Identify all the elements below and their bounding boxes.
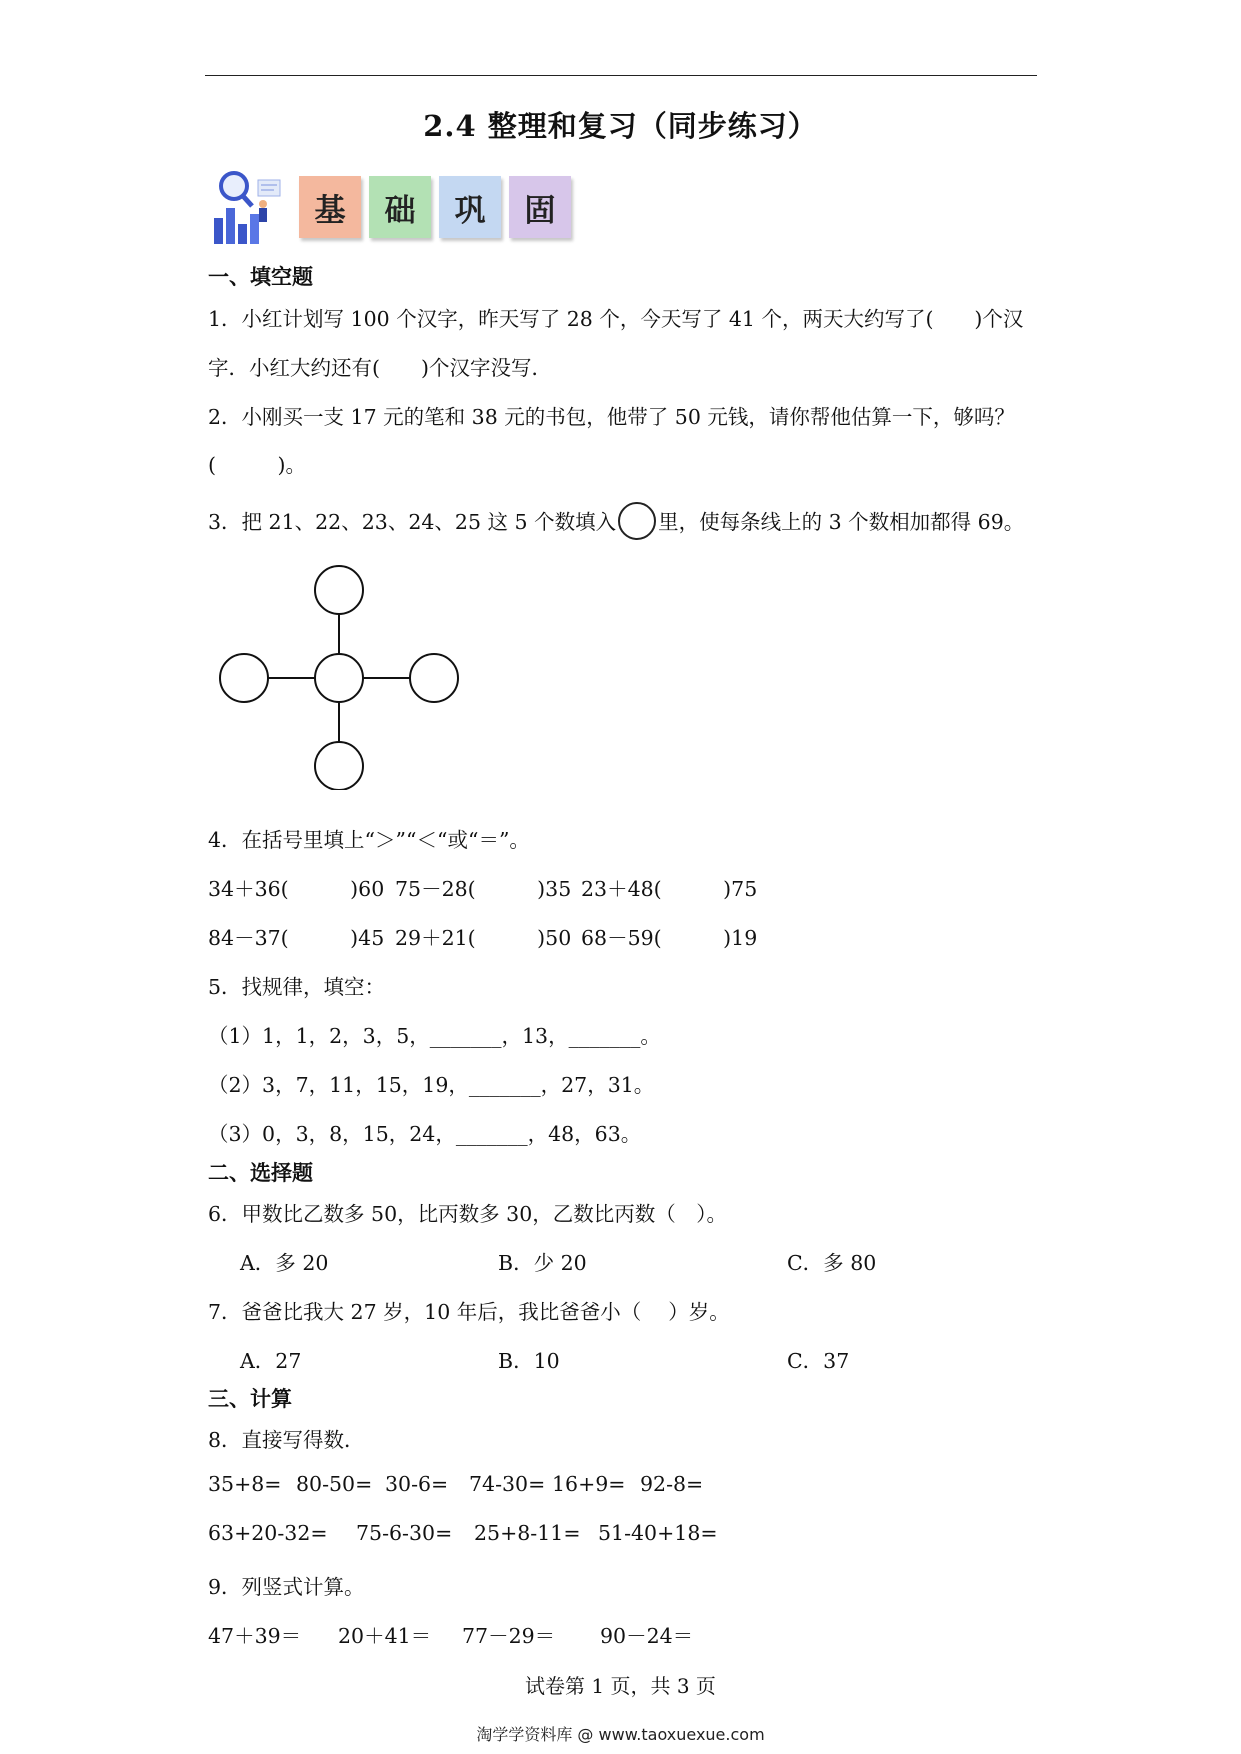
question-6-option-c: C．多 80 — [787, 1251, 877, 1275]
question-7-prompt: 7．爸爸比我大 27 岁，10 年后，我比爸爸小（ ）岁。 — [208, 1300, 730, 1324]
question-6-option-b: B．少 20 — [498, 1251, 587, 1275]
question-4-item: 68－59( )19 — [581, 926, 758, 950]
watermark: 淘学学资料库 @ www.taoxuexue.com — [476, 1725, 765, 1744]
question-2-line-1: 2．小刚买一支 17 元的笔和 38 元的书包，他带了 50 元钱，请你帮他估算一下，够吗？ — [208, 405, 1015, 429]
section-heading-calc: 三、计算 — [208, 1386, 292, 1411]
diagram-circle-bottom — [315, 742, 363, 790]
top-rule — [205, 75, 1037, 76]
question-8-item: 35+8= — [208, 1472, 282, 1496]
question-4-item: 23＋48( )75 — [581, 877, 758, 901]
question-8-item: 51-40+18= — [598, 1521, 718, 1545]
question-5-prompt: 5．找规律，填空： — [208, 975, 386, 999]
question-1-line-2: 字．小红大约还有( )个汉字没写． — [208, 356, 552, 380]
banner-tile-gong: 巩 — [439, 176, 501, 238]
question-5-part-2: （2）3，7，11，15，19，_______，27，31。 — [208, 1073, 655, 1097]
diagram-circle-right — [410, 654, 458, 702]
cross-circle-diagram — [212, 560, 472, 790]
question-4-prompt: 4．在括号里填上“＞”“＜“或“＝”。 — [208, 828, 530, 852]
question-1-line-1: 1．小红计划写 100 个汉字，昨天写了 28 个，今天写了 41 个，两天大约写了( )个汉 — [208, 307, 1024, 331]
magnifier-chart-icon — [208, 168, 288, 248]
question-8-item: 92-8= — [640, 1472, 704, 1496]
question-6-prompt: 6．甲数比乙数多 50，比丙数多 30，乙数比丙数（ ）。 — [208, 1202, 727, 1226]
question-5-part-1: （1）1，1，2，3，5，_______，13，_______。 — [208, 1024, 661, 1048]
banner-tile-gu: 固 — [509, 176, 571, 238]
question-9-item: 20＋41＝ — [338, 1624, 432, 1648]
question-7-option-a: A．27 — [240, 1349, 302, 1373]
question-4-item: 34＋36( )60 — [208, 877, 385, 901]
question-2-line-2: ( )。 — [208, 453, 306, 477]
question-8-item: 74-30= — [469, 1472, 546, 1496]
question-7-option-c: C．37 — [787, 1349, 850, 1373]
banner-tile-chu: 础 — [369, 176, 431, 238]
question-9-item: 47＋39＝ — [208, 1624, 302, 1648]
question-8-item: 16+9= — [552, 1472, 626, 1496]
question-3-text-after: 里，使每条线上的 3 个数相加都得 69。 — [658, 510, 1025, 534]
page-footer: 试卷第 1 页，共 3 页 — [525, 1674, 716, 1698]
question-6-option-a: A．多 20 — [240, 1251, 329, 1275]
question-9-prompt: 9．列竖式计算。 — [208, 1575, 365, 1599]
diagram-circle-top — [315, 566, 363, 614]
banner-tile-ji: 基 — [299, 176, 361, 238]
question-3-text — [208, 505, 1024, 540]
question-8-item: 75-6-30= — [356, 1521, 453, 1545]
question-8-item: 25+8-11= — [474, 1521, 581, 1545]
question-4-item: 75－28( )35 — [395, 877, 572, 901]
question-7-option-b: B．10 — [498, 1349, 560, 1373]
inline-circle-icon — [618, 502, 656, 540]
question-4-item: 84－37( )45 — [208, 926, 385, 950]
question-8-prompt: 8．直接写得数． — [208, 1428, 365, 1452]
question-5-part-3: （3）0，3，8，15，24，_______，48，63。 — [208, 1122, 642, 1146]
question-8-item: 63+20-32= — [208, 1521, 328, 1545]
question-9-item: 90－24＝ — [600, 1624, 694, 1648]
page-title: 2.4 整理和复习（同步练习） — [423, 109, 818, 143]
section-heading-choice: 二、选择题 — [208, 1160, 313, 1185]
question-8-item: 80-50= — [296, 1472, 373, 1496]
question-3-text-before: 3．把 21、22、23、24、25 这 5 个数填入 — [208, 510, 617, 534]
question-8-item: 30-6= — [385, 1472, 449, 1496]
question-4-item: 29＋21( )50 — [395, 926, 572, 950]
diagram-circle-left — [220, 654, 268, 702]
question-9-item: 77－29＝ — [462, 1624, 556, 1648]
section-heading-fill-blank: 一、填空题 — [208, 264, 313, 289]
diagram-circle-center — [315, 654, 363, 702]
